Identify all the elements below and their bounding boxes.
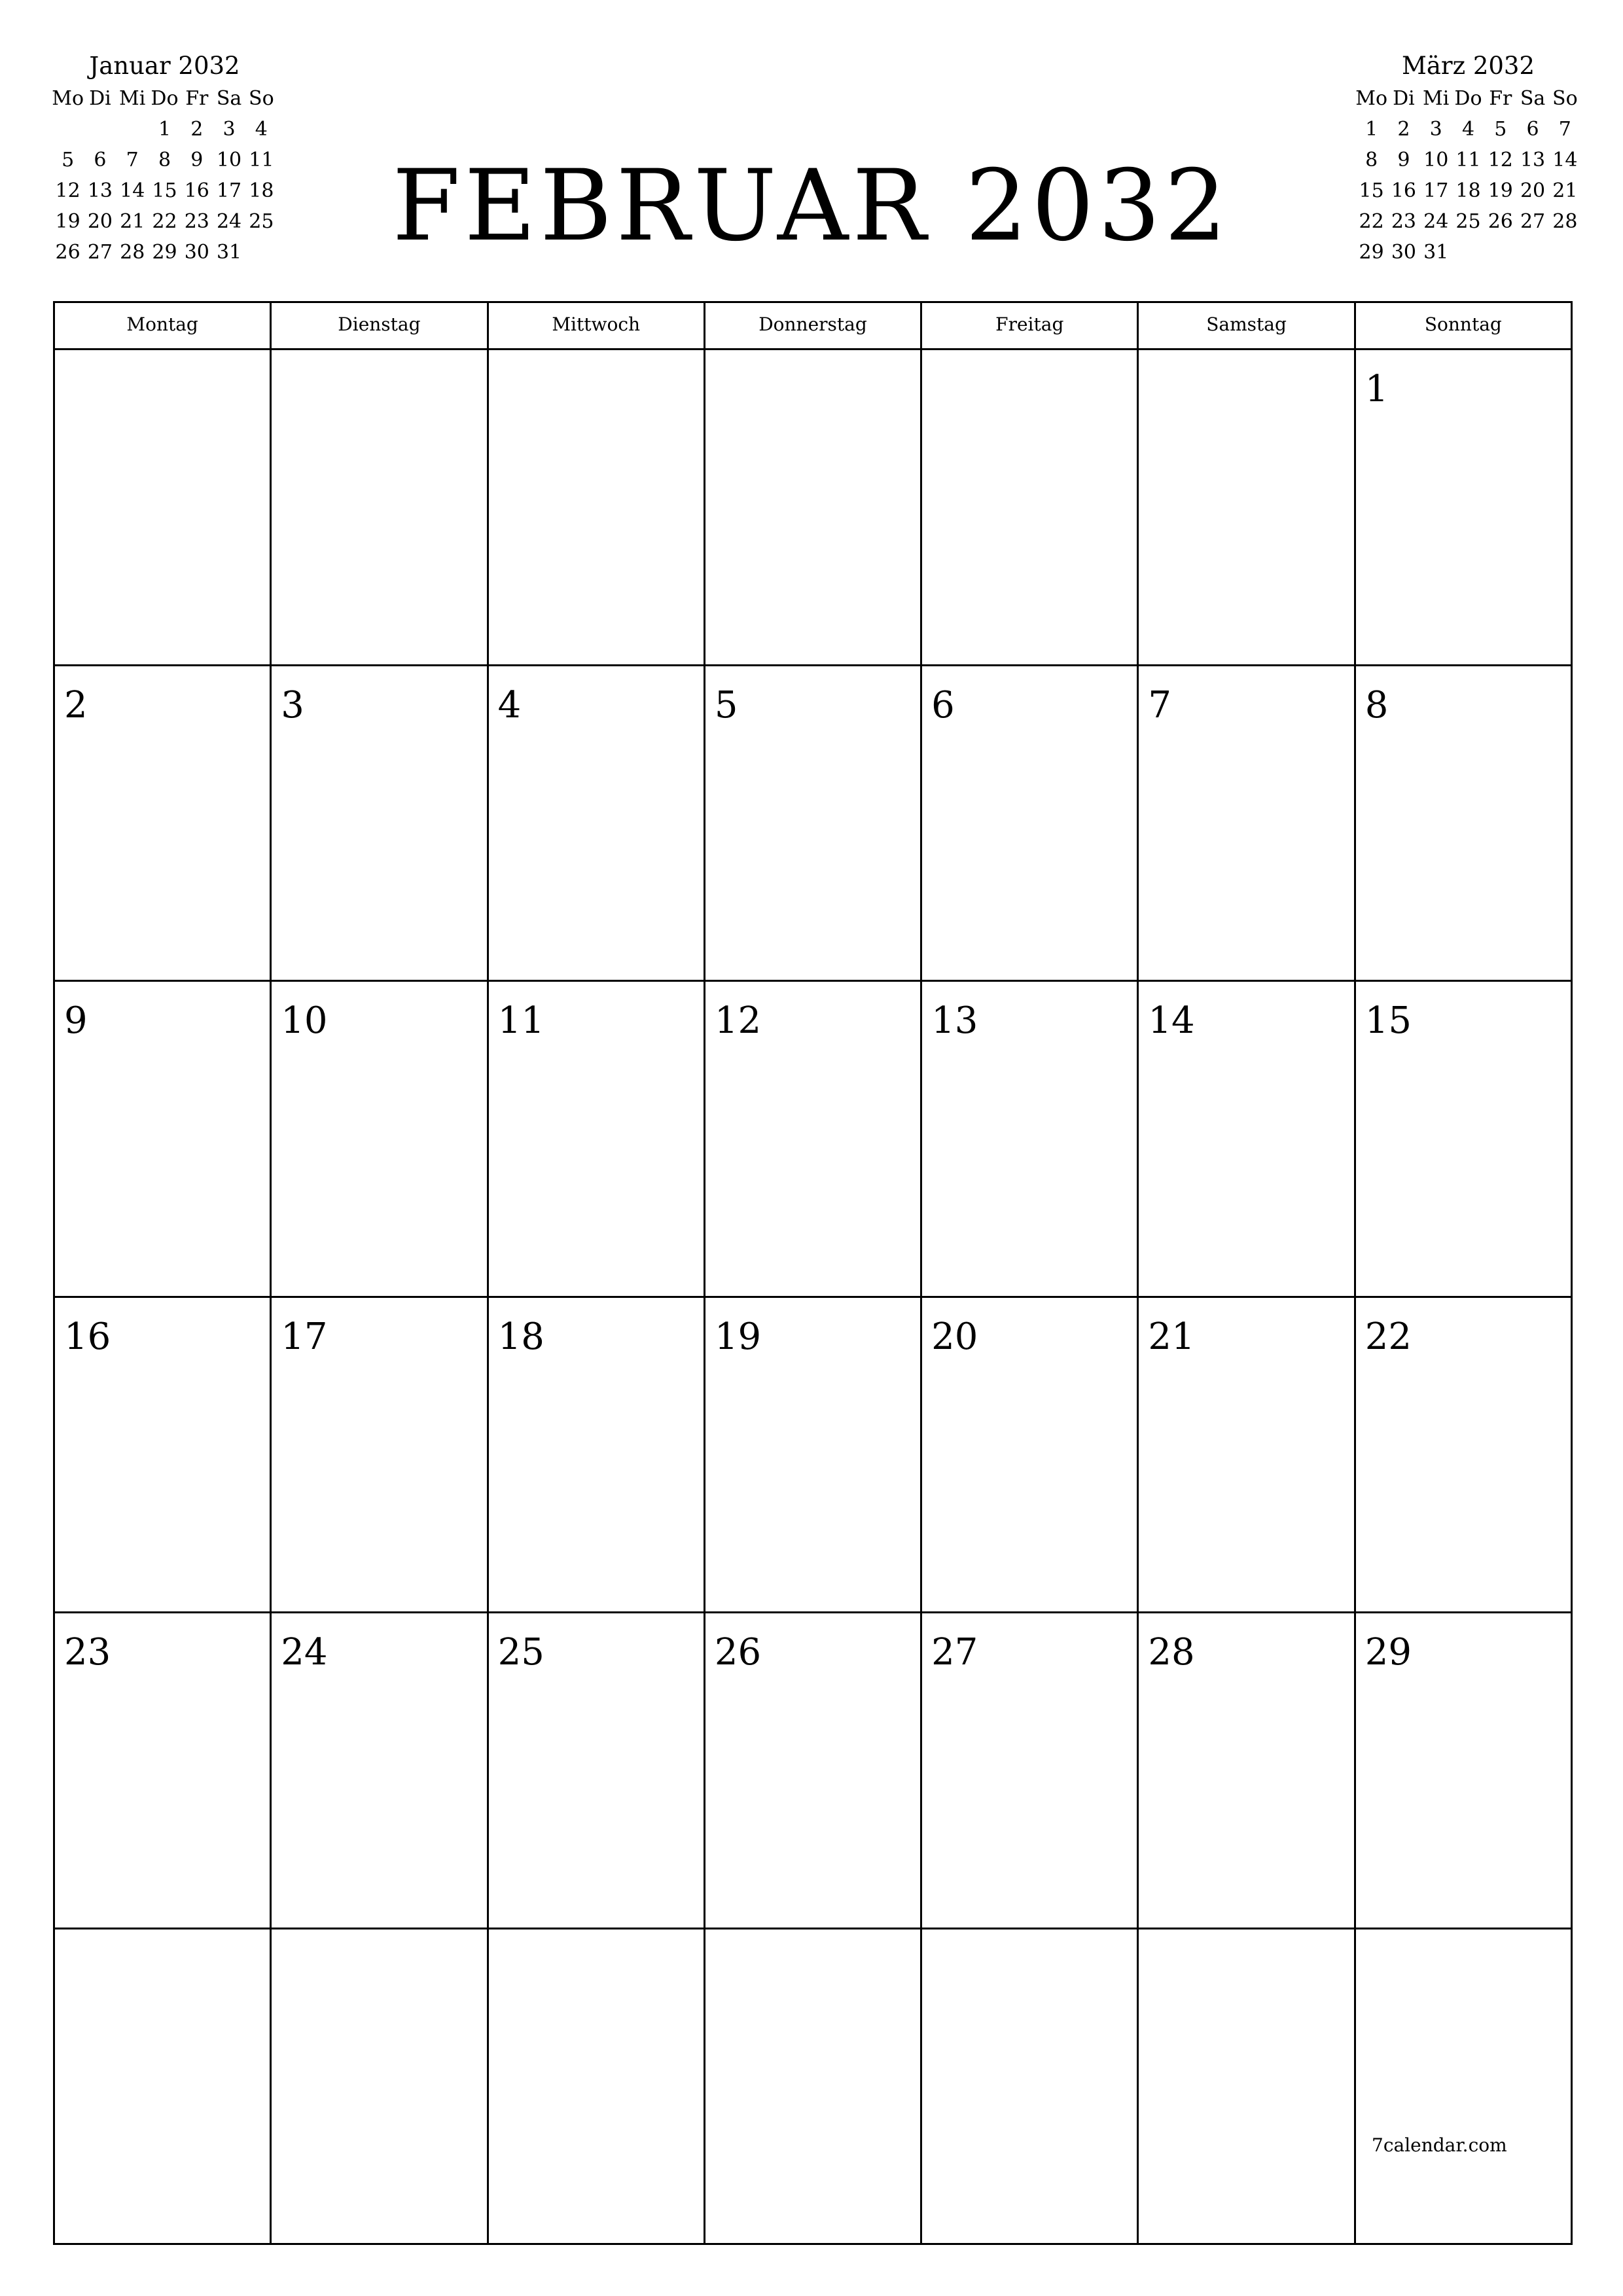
mini-weekday-label: So <box>249 87 274 110</box>
mini-day-cell: 24 <box>1423 210 1449 233</box>
mini-day-cell: 8 <box>158 149 171 171</box>
day-cell[interactable] <box>922 666 1139 982</box>
day-cell[interactable] <box>55 1298 272 1614</box>
mini-day-cell: 27 <box>1520 210 1546 233</box>
mini-day-cell: 28 <box>1552 210 1578 233</box>
mini-day-cell: 14 <box>120 179 145 202</box>
mini-weekday-label: Do <box>1454 87 1482 110</box>
day-cell[interactable] <box>922 1929 1139 2246</box>
weekday-header: Montag <box>55 303 272 350</box>
day-cell[interactable] <box>1139 1929 1355 2246</box>
weekday-header: Sonntag <box>1356 303 1573 350</box>
weekday-header: Dienstag <box>272 303 488 350</box>
day-number: 16 <box>64 1315 111 1358</box>
mini-calendar-grid <box>52 83 277 268</box>
day-cell[interactable] <box>705 1613 922 1929</box>
day-number: 15 <box>1364 999 1412 1042</box>
day-number: 23 <box>64 1631 111 1674</box>
mini-weekday-label: Mo <box>1355 87 1388 110</box>
day-cell[interactable] <box>1356 1298 1573 1614</box>
day-number: 26 <box>714 1631 762 1674</box>
day-cell[interactable] <box>55 1613 272 1929</box>
mini-day-cell: 17 <box>216 179 242 202</box>
day-cell[interactable] <box>922 350 1139 666</box>
day-cell[interactable] <box>1139 666 1355 982</box>
day-cell[interactable] <box>55 982 272 1298</box>
day-number: 9 <box>64 999 88 1042</box>
day-cell[interactable] <box>489 1613 705 1929</box>
mini-day-cell: 22 <box>1359 210 1384 233</box>
day-cell[interactable] <box>489 1929 705 2246</box>
mini-weekday-label: Di <box>1393 87 1415 110</box>
mini-day-cell: 8 <box>1365 149 1378 171</box>
mini-day-cell: 12 <box>55 179 80 202</box>
day-number: 2 <box>64 683 88 726</box>
mini-day-cell: 26 <box>55 241 80 264</box>
day-number: 12 <box>714 999 762 1042</box>
mini-day-cell: 1 <box>158 118 171 141</box>
day-cell[interactable] <box>55 666 272 982</box>
day-cell[interactable] <box>1139 982 1355 1298</box>
mini-day-cell: 31 <box>1423 241 1449 264</box>
day-number: 13 <box>931 999 978 1042</box>
day-number: 28 <box>1148 1631 1195 1674</box>
mini-day-cell: 4 <box>255 118 268 141</box>
mini-day-cell: 11 <box>1455 149 1481 171</box>
day-number: 5 <box>714 683 738 726</box>
month-grid <box>53 301 1573 2245</box>
day-cell[interactable] <box>922 1613 1139 1929</box>
mini-weekday-label: Sa <box>216 87 242 110</box>
day-cell[interactable] <box>705 666 922 982</box>
mini-day-cell: 22 <box>152 210 177 233</box>
day-number: 3 <box>281 683 304 726</box>
day-number: 29 <box>1364 1631 1412 1674</box>
day-cell[interactable] <box>705 1929 922 2246</box>
day-cell[interactable] <box>1356 1929 1573 2246</box>
mini-day-cell: 25 <box>249 210 274 233</box>
mini-weekday-label: So <box>1552 87 1578 110</box>
mini-day-cell: 20 <box>1520 179 1546 202</box>
mini-calendar-title: Januar 2032 <box>89 52 240 80</box>
mini-day-cell: 19 <box>1488 179 1513 202</box>
mini-day-cell: 6 <box>94 149 107 171</box>
mini-day-cell: 13 <box>87 179 113 202</box>
mini-weekday-label: Mi <box>119 87 146 110</box>
mini-weekday-label: Do <box>151 87 179 110</box>
mini-day-cell: 16 <box>1391 179 1417 202</box>
mini-calendar-previous-month <box>52 49 277 268</box>
mini-day-cell: 27 <box>87 241 113 264</box>
mini-day-cell: 15 <box>152 179 177 202</box>
day-cell[interactable] <box>272 1929 488 2246</box>
day-number: 6 <box>931 683 955 726</box>
mini-day-cell <box>1452 237 1484 268</box>
day-cell[interactable] <box>489 1298 705 1614</box>
day-number: 21 <box>1148 1315 1195 1358</box>
mini-day-cell: 15 <box>1359 179 1384 202</box>
mini-day-cell: 18 <box>249 179 274 202</box>
day-cell[interactable] <box>489 350 705 666</box>
mini-weekday-label: Fr <box>1489 87 1512 110</box>
mini-day-cell: 2 <box>1397 118 1410 141</box>
day-cell[interactable] <box>489 666 705 982</box>
day-number: 14 <box>1148 999 1195 1042</box>
day-number: 1 <box>1364 368 1389 410</box>
day-cell[interactable] <box>272 1298 488 1614</box>
day-cell[interactable] <box>1356 982 1573 1298</box>
mini-day-cell: 18 <box>1455 179 1481 202</box>
day-cell[interactable] <box>1356 666 1573 982</box>
day-cell[interactable] <box>1139 1298 1355 1614</box>
mini-day-cell: 13 <box>1520 149 1546 171</box>
mini-day-cell: 23 <box>184 210 209 233</box>
mini-day-cell: 28 <box>120 241 145 264</box>
day-cell[interactable] <box>1356 350 1573 666</box>
month-title: FEBRUAR 2032 <box>392 149 1231 263</box>
day-number: 10 <box>281 999 328 1042</box>
day-number: 20 <box>931 1315 978 1358</box>
mini-day-cell: 5 <box>62 149 75 171</box>
mini-day-cell <box>116 114 149 145</box>
mini-day-cell: 23 <box>1391 210 1417 233</box>
weekday-header: Samstag <box>1139 303 1355 350</box>
mini-day-cell: 9 <box>190 149 204 171</box>
mini-day-cell <box>245 237 277 268</box>
mini-day-cell <box>1484 237 1516 268</box>
day-number: 18 <box>497 1315 544 1358</box>
day-cell[interactable] <box>489 982 705 1298</box>
mini-day-cell: 30 <box>184 241 209 264</box>
weekday-header: Freitag <box>922 303 1139 350</box>
mini-day-cell: 29 <box>1359 241 1384 264</box>
day-cell[interactable] <box>922 982 1139 1298</box>
day-number: 17 <box>281 1315 328 1358</box>
day-number: 24 <box>281 1631 328 1674</box>
mini-day-cell: 21 <box>120 210 145 233</box>
day-cell[interactable] <box>272 350 488 666</box>
mini-day-cell: 31 <box>216 241 242 264</box>
mini-day-cell: 10 <box>216 149 242 171</box>
day-cell[interactable] <box>55 350 272 666</box>
mini-day-cell: 19 <box>55 210 80 233</box>
mini-day-cell <box>1549 237 1581 268</box>
mini-day-cell: 26 <box>1488 210 1513 233</box>
mini-day-cell: 21 <box>1552 179 1578 202</box>
mini-day-cell: 7 <box>1558 118 1571 141</box>
mini-day-cell: 4 <box>1461 118 1475 141</box>
day-cell[interactable] <box>705 1298 922 1614</box>
mini-day-cell: 20 <box>87 210 113 233</box>
day-cell[interactable] <box>922 1298 1139 1614</box>
mini-calendar-next-month <box>1355 49 1581 268</box>
day-cell[interactable] <box>705 350 922 666</box>
day-cell[interactable] <box>1139 350 1355 666</box>
mini-weekday-label: Mi <box>1423 87 1450 110</box>
mini-day-cell: 7 <box>126 149 139 171</box>
mini-weekday-label: Sa <box>1520 87 1546 110</box>
mini-day-cell: 24 <box>216 210 242 233</box>
mini-day-cell <box>84 114 116 145</box>
mini-calendar-grid <box>1355 83 1581 268</box>
weekday-header: Donnerstag <box>705 303 922 350</box>
mini-day-cell: 3 <box>223 118 236 141</box>
day-cell[interactable] <box>55 1929 272 2246</box>
day-cell[interactable] <box>1356 1613 1573 1929</box>
mini-day-cell: 2 <box>190 118 204 141</box>
footer-credit: 7calendar.com <box>1372 2134 1507 2156</box>
day-cell[interactable] <box>272 666 488 982</box>
day-number: 25 <box>497 1631 544 1674</box>
mini-day-cell: 5 <box>1494 118 1507 141</box>
day-number: 19 <box>714 1315 762 1358</box>
mini-calendar-title: März 2032 <box>1401 52 1535 80</box>
mini-day-cell: 25 <box>1455 210 1481 233</box>
mini-day-cell <box>52 114 84 145</box>
mini-weekday-label: Mo <box>52 87 84 110</box>
mini-day-cell: 17 <box>1423 179 1449 202</box>
day-number: 11 <box>497 999 544 1042</box>
mini-day-cell: 9 <box>1397 149 1410 171</box>
day-number: 4 <box>497 683 522 726</box>
day-cell[interactable] <box>272 1613 488 1929</box>
mini-day-cell: 3 <box>1429 118 1442 141</box>
mini-day-cell: 1 <box>1365 118 1378 141</box>
mini-day-cell: 11 <box>249 149 274 171</box>
mini-day-cell: 14 <box>1552 149 1578 171</box>
mini-day-cell: 6 <box>1526 118 1539 141</box>
day-cell[interactable] <box>705 982 922 1298</box>
weekday-header: Mittwoch <box>489 303 705 350</box>
mini-day-cell: 16 <box>184 179 209 202</box>
mini-weekday-label: Fr <box>185 87 209 110</box>
day-number: 22 <box>1364 1315 1412 1358</box>
mini-day-cell <box>1516 237 1548 268</box>
mini-weekday-label: Di <box>89 87 111 110</box>
day-cell[interactable] <box>1139 1613 1355 1929</box>
mini-day-cell: 10 <box>1423 149 1449 171</box>
day-cell[interactable] <box>272 982 488 1298</box>
day-number: 8 <box>1364 683 1389 726</box>
day-number: 7 <box>1148 683 1172 726</box>
day-number: 27 <box>931 1631 978 1674</box>
mini-day-cell: 30 <box>1391 241 1417 264</box>
mini-day-cell: 29 <box>152 241 177 264</box>
mini-day-cell: 12 <box>1488 149 1513 171</box>
